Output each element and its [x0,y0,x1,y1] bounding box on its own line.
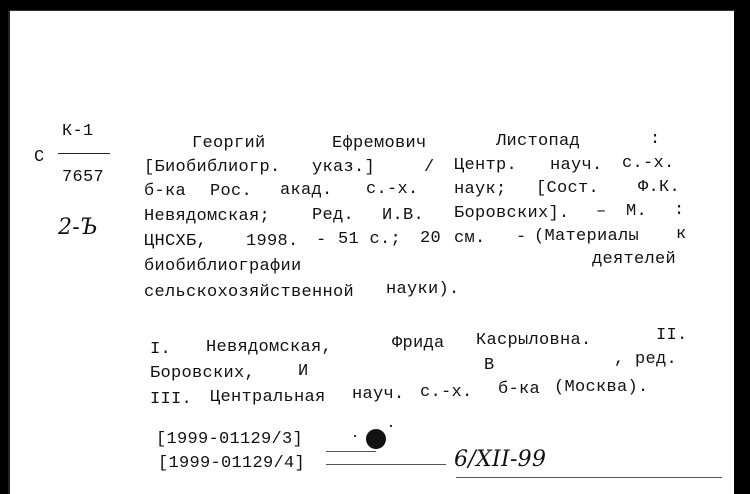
inventory-dash [326,451,376,452]
word: , ред. [614,350,678,369]
word: II. [656,326,688,345]
word: Невядомская; [144,207,271,226]
ink-blot [366,429,386,449]
word: М. [626,202,648,221]
inventory-number: [1999-01129/3] [156,430,304,449]
word: - [316,231,327,250]
word: науч. [550,156,603,175]
call-number-rule [58,153,110,154]
call-number-prefix: С [34,148,45,167]
word: Рос. [210,182,253,201]
word: I. [150,340,172,359]
word: Фрида [392,334,445,353]
word: - [516,228,527,247]
ink-speck [390,425,392,427]
word: с.-х. [420,383,473,402]
word: сельскохозяйственной [144,283,355,302]
word: В [484,356,495,375]
word: Боровских, [150,364,256,383]
word: (Материалы [534,227,640,246]
word: Центральная [210,388,326,407]
word: И.В. [382,206,425,225]
word: к [676,225,687,244]
word: / [424,158,435,177]
catalog-card [8,10,734,494]
inventory-dash [326,464,446,465]
word: – [596,202,607,221]
word: б-ка [498,380,541,399]
word: 20 [420,229,442,248]
word: Касрыловна. [476,331,592,350]
call-number-bottom: 7657 [62,168,105,187]
word: : [650,130,661,149]
word: [Сост. [536,179,600,198]
word: Боровских]. [454,204,570,223]
word: с.-х. [366,180,419,199]
word: [Биобиблиогр. [144,158,281,177]
word: Ефремович [332,134,427,153]
word: : [674,201,685,220]
word: 1998. [246,232,299,251]
word: наук; [454,180,507,199]
word: науч. [352,385,405,404]
word: см. [454,229,486,248]
word: И [298,362,309,381]
word: Ред. [312,206,355,225]
word: деятелей [592,250,677,269]
word: акад. [280,181,333,200]
word: указ.] [312,158,376,177]
call-number-top: К-1 [62,122,94,141]
word: биобиблиографии [144,257,302,276]
inventory-number: [1999-01129/4] [158,454,306,473]
word: III. [150,390,193,409]
word: (Москва). [554,378,649,397]
word: Листопад [496,132,581,151]
word: науки). [386,280,460,299]
word: с.-х. [622,154,675,173]
word: Ф.К. [638,178,681,197]
handwritten-date: 6/XII-99 [454,447,547,472]
handwritten-date-underline [456,477,722,478]
handwritten-mark: 2-Ъ [58,215,98,240]
word: Невядомская, [206,338,333,357]
word: Георгий [192,134,266,153]
ink-speck [354,435,356,437]
word: Центр. [454,156,518,175]
word: б-ка [144,182,187,201]
word: 51 с.; [338,230,402,249]
word: ЦНСХБ, [144,232,208,251]
